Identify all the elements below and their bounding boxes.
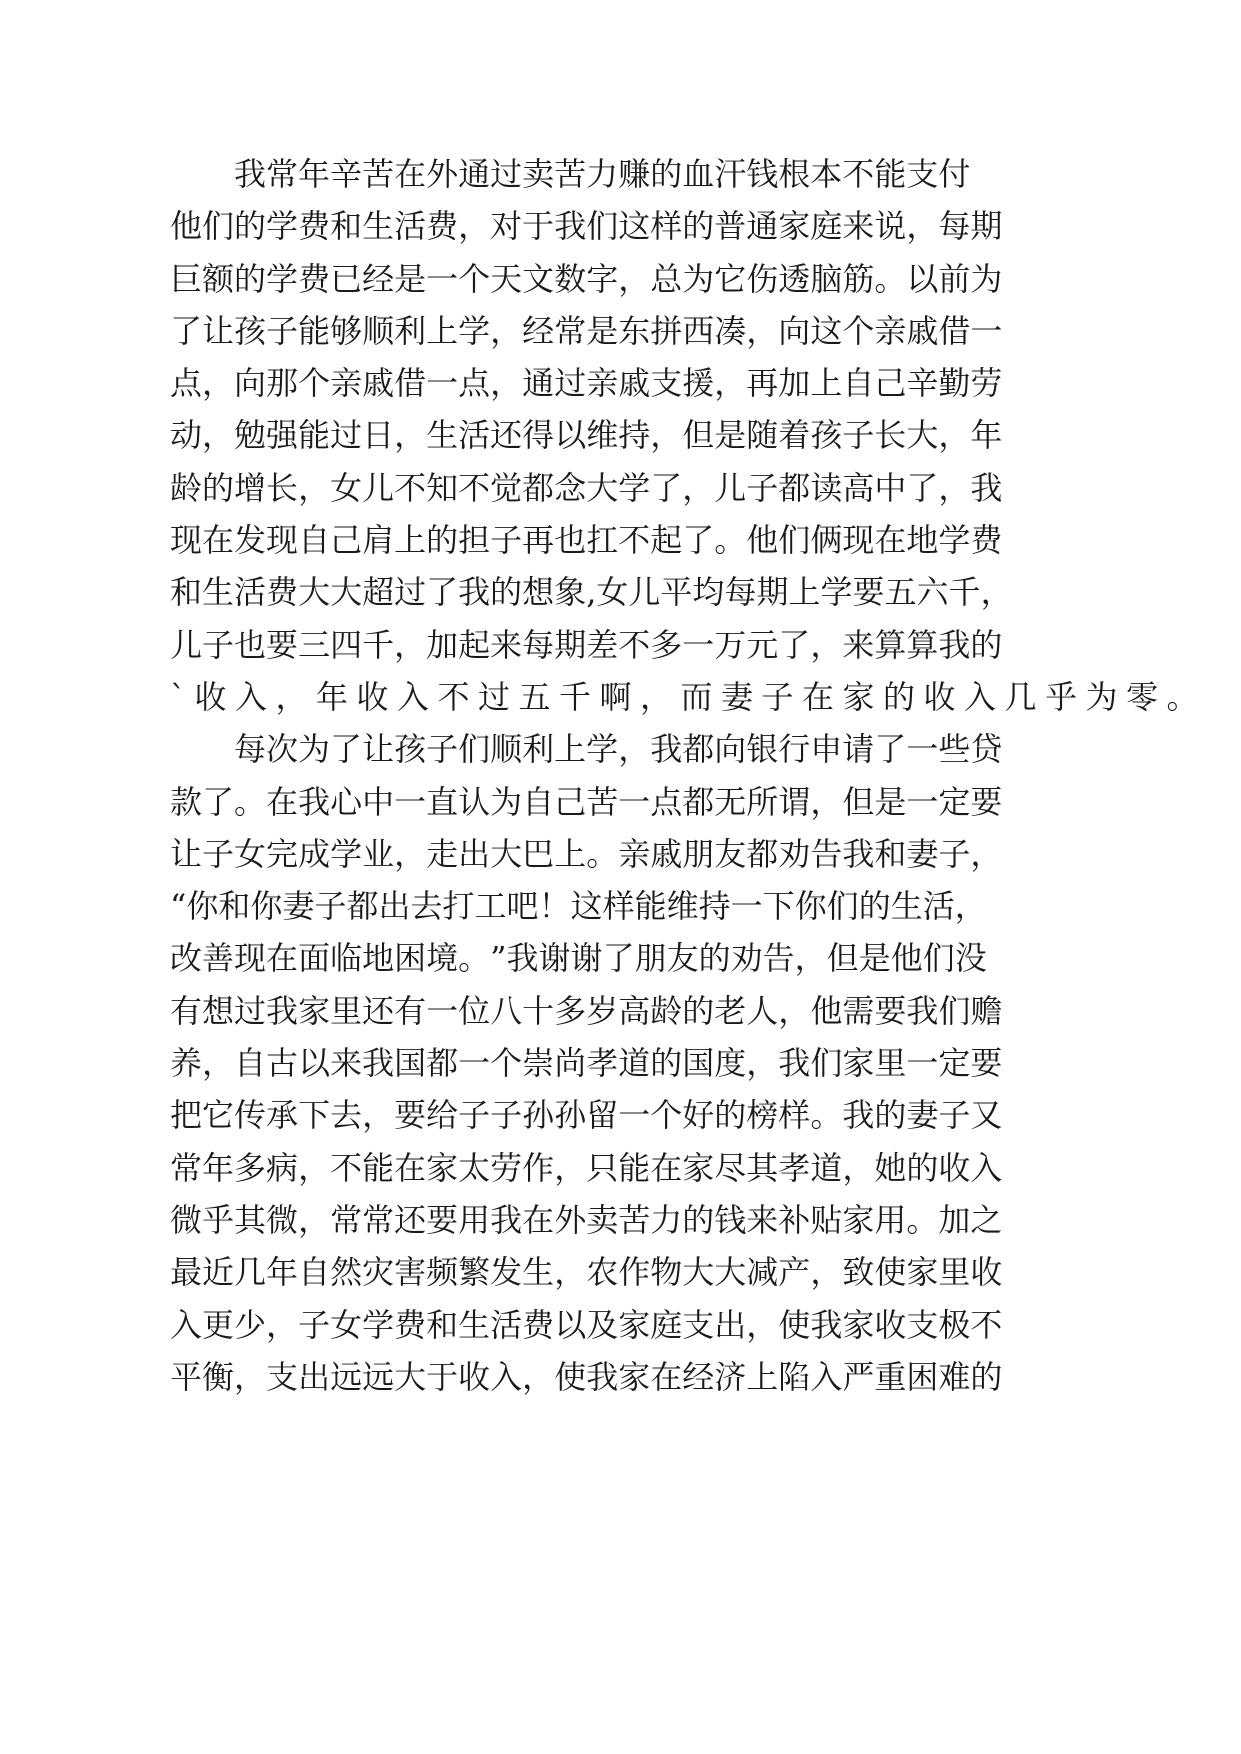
- text-line: 常 年 多 病 ， 不 能 在 家 太 劳 作 ， 只 能 在 家 尽 其 孝 道 ， 她 的 收 入: [170, 1148, 1003, 1187]
- text-line: 改 善 现 在 面 临 地 困 境 。 ” 我 谢 谢 了 朋 友 的 劝 告 ， 但 是 他 们 没: [170, 939, 987, 978]
- text-line: 巨 额 的 学 费 已 经 是 一 个 天 文 数 字 ， 总 为 它 伤 透 脑 筋 。 以 前 为: [170, 259, 1003, 298]
- text-line: 入 更 少 ， 子 女 学 费 和 生 活 费 以 及 家 庭 支 出 ， 使 我 家 收 支 极 不: [170, 1305, 1003, 1344]
- text-line: 把 它 传 承 下 去 ， 要 给 子 子 孙 孙 留 一 个 好 的 榜 样 。 我 的 妻 子 又: [170, 1096, 1003, 1135]
- text-line: 养 ， 自 古 以 来 我 国 都 一 个 崇 尚 孝 道 的 国 度 ， 我 们 家 里 一 定 要: [170, 1044, 1003, 1083]
- paragraph: [170, 723, 1050, 1403]
- text-line: 儿 子 也 要 三 四 千 ， 加 起 来 每 期 差 不 多 一 万 元 了 ， 来 算 算 我 的: [170, 625, 1003, 664]
- text-line: 和 生 活 费 大 大 超 过 了 我 的 想 象 , 女 儿 平 均 每 期 上 学 要 五 六 千 ，: [170, 573, 1013, 612]
- text-line: 他 们 的 学 费 和 生 活 费 ， 对 于 我 们 这 样 的 普 通 家 庭 来 说 ， 每 期: [170, 207, 1003, 246]
- text-line: 有 想 过 我 家 里 还 有 一 位 八 十 多 岁 高 龄 的 老 人 ， 他 需 要 我 们 赡: [170, 991, 1003, 1030]
- text-line: 款 了 。 在 我 心 中 一 直 认 为 自 己 苦 一 点 都 无 所 谓 ， 但 是 一 定 要: [170, 782, 1003, 821]
- body-text: [170, 148, 1208, 1403]
- text-line: 我 常 年 辛 苦 在 外 通 过 卖 苦 力 赚 的 血 汗 钱 根 本 不 能 支 付: [234, 155, 971, 193]
- text-line: 动 ， 勉 强 能 过 日 ， 生 活 还 得 以 维 持 ， 但 是 随 着 孩 子 长 大 ， 年: [170, 416, 1003, 455]
- text-line: 平 衡 ， 支 出 远 远 大 于 收 入 ， 使 我 家 在 经 济 上 陷 入 严 重 困 难 的: [170, 1357, 1003, 1396]
- text-line: 最 近 几 年 自 然 灾 害 频 繁 发 生 ， 农 作 物 大 大 减 产 ， 致 使 家 里 收: [170, 1253, 1003, 1292]
- text-line: 龄 的 增 长 ， 女 儿 不 知 不 觉 都 念 大 学 了 ， 儿 子 都 读 高 中 了 ， 我: [170, 468, 1003, 507]
- text-line: `收入，年收入不过五千啊，而妻子在家的收入几乎为零。: [170, 677, 1208, 716]
- text-line: “ 你 和 你 妻 子 都 出 去 打 工 吧 ！ 这 样 能 维 持 一 下 你 们 的 生 活 ，: [170, 887, 987, 926]
- text-line: 微 乎 其 微 ， 常 常 还 要 用 我 在 外 卖 苦 力 的 钱 来 补 贴 家 用 。 加 之: [170, 1200, 1003, 1239]
- text-line: 让 子 女 完 成 学 业 ， 走 出 大 巴 上 。 亲 戚 朋 友 都 劝 告 我 和 妻 子 ，: [170, 834, 1003, 873]
- paragraph: [170, 148, 1208, 723]
- text-line: 现 在 发 现 自 己 肩 上 的 担 子 再 也 扛 不 起 了 。 他 们 俩 现 在 地 学 费: [170, 521, 1003, 560]
- text-line: 了 让 孩 子 能 够 顺 利 上 学 ， 经 常 是 东 拼 西 凑 ， 向 这 个 亲 戚 借 一: [170, 311, 1003, 350]
- text-line: 每 次 为 了 让 孩 子 们 顺 利 上 学 ， 我 都 向 银 行 申 请 了 一 些 贷: [234, 730, 1003, 769]
- text-line: 点 ， 向 那 个 亲 戚 借 一 点 ， 通 过 亲 戚 支 援 ， 再 加 上 自 己 辛 勤 劳: [170, 364, 1003, 403]
